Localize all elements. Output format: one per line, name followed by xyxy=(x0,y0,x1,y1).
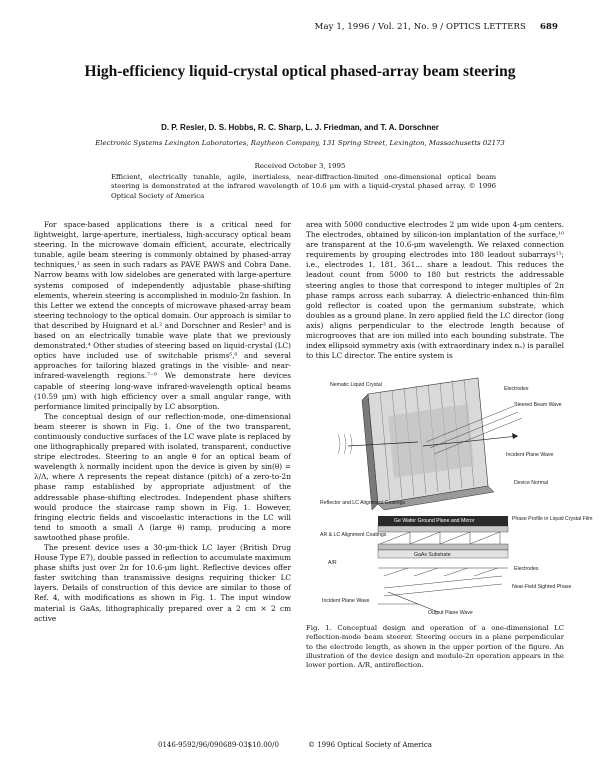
left-column xyxy=(34,220,291,624)
label-phase-profile: Phase Profile in Liquid Crystal Film xyxy=(512,516,593,522)
device-perspective xyxy=(338,378,522,510)
label-output-wave: Output Plane Wave xyxy=(428,610,473,616)
running-header xyxy=(0,22,558,32)
figure-caption: Fig. 1. Conceptual design and operation of a one-dimensional LC reflection-mode beam steerer. Steering occurs in a plane perpendicular to the electrode length, as shown in the upper portion of the figure. An illustration of the device design and modulo-2π operation appears in the lower portion. A/R, antireflection. xyxy=(306,624,564,670)
label-near-field: Near-Field Sighted Phase xyxy=(512,584,572,590)
running-head: May 1, 1996 / Vol. 21, No. 9 / OPTICS LETTERS xyxy=(314,22,526,32)
figure-1 xyxy=(318,376,593,616)
label-nematic-lc: Nematic Liquid Crystal xyxy=(330,382,382,388)
paragraph: The conceptual design of our reflection-mode, one-dimensional beam steerer is shown in Fig. 1. One of the two transparent, continuously conductive surfaces of the LC wave plate is replaced by one lithographically prepared with isolated, transparent, conductive stripe electrodes. Steering to an angle θ for an optical beam of wavelength λ normally incident upon the device is given by sin(θ) = λ/Λ, where Λ represents the repeat distance (pitch) of a zero-to-2π phase ramp established by appropriate adjustment of the addressable phase-shifting electrodes. Independent phase shifters would produce the staircase ramp shown in Fig. 1. However, fringing electric fields and viscoelastic interactions in the LC will tend to smooth a small Λ (large θ) ramp, producing a more sawtoothed phase profile. xyxy=(34,411,291,542)
label-electrodes-top: Electrodes xyxy=(504,386,529,392)
device-cross-section xyxy=(378,516,508,612)
article-code: 0146-9592/96/090689-03$10.00/0 xyxy=(158,741,279,749)
label-reflector: Reflector and LC Alignment Coatings xyxy=(320,500,406,506)
label-device-normal: Device Normal xyxy=(514,480,549,486)
label-incident-plane-wave: Incident Plane Wave xyxy=(506,452,554,458)
received-date: Received October 3, 1995 xyxy=(254,162,346,170)
paragraph: area with 5000 conductive electrodes 2 μm wide upon 4-μm centers. The electrodes, obtained by silicon-ion implantation of the surface,¹⁰ are transparent at the 10.6-μm wavelength. We relaxed connection requirements by grouping electrodes into 180 leadout subarrays¹¹; i.e., electrodes 1, 181, 361... share a leadout. This reduces the leadout count from 5000 to 180 but restricts the addressable steering angles to those that correspond to integer multiples of 2π phase ramps across each subarray. A dielectric-enhanced thin-film gold reflector is coated upon the germanium substrate, which doubles as a ground plane. In zero applied field the LC director (long axis) aligns perpendicular to the electrode length because of microgrooves that are ion milled into each bounding substrate. The index ellipsoid symmetry axis (with extraordinary index nₑ) is parallel to this LC director. The entire system is xyxy=(306,220,564,361)
paper-title: High-efficiency liquid-crystal optical phased-array beam steering xyxy=(84,63,516,80)
paragraph: The present device uses a 30-μm-thick LC layer (British Drug House Type E7), double passed in reflection to accumulate maximum phase shifts just over 2π for 10.6-μm light. Reflective devices offer faster switching than transmissive designs requiring thicker LC layers. Details of construction of this device are similar to those of Ref. 4, with modifications as shown in Fig. 1. The input window material is GaAs, lithographically prepared over a 2 cm × 2 cm active xyxy=(34,543,291,623)
paragraph: For space-based applications there is a critical need for lightweight, large-aperture, inertialess, high-accuracy optical beam steering. In the microwave domain efficient, accurate, electrically tunable, agile beam steering is commonly obtained by phased-array techniques,¹ as seen in such radars as PAVE PAWS and Cobra Dane. Narrow beams with low sidelobes are generated with large-aperture systems composed of independently adjustable phase-shifting elements, wherein steering is accomplished in modulo-2π fashion. In this Letter we extend the concepts of microwave phased-array beam steering technology to the optical domain. Our approach is similar to that described by Huignard et al.² and Dorschner and Resler³ and is based on an electrically tunable wave plate that we previously demonstrated.⁴ Other studies of steering based on liquid-crystal (LC) optics have included use of switchable prisms⁵,⁶ and several approaches for tailoring blazed gratings in the visible- and near-infrared-wavelength regions.⁷⁻⁹ We demonstrate here devices capable of steering long-wave infrared-wavelength optical beams (10.59 μm) with high efficiency over a small angular range, with performance limited principally by LC absorption. xyxy=(34,220,291,411)
label-ground-plane: Ge Wafer Ground Plane and Mirror xyxy=(394,518,475,524)
author-list: D. P. Resler, D. S. Hobbs, R. C. Sharp, L. J. Friedman, and T. A. Dorschner xyxy=(161,123,439,132)
affiliation: Electronic Systems Lexington Laboratories, Raytheon Company, 131 Spring Street, Lexington, Massachusetts 02173 xyxy=(95,139,505,147)
label-incident-bottom: Incident Plane Wave xyxy=(322,598,370,604)
label-electrodes-bottom: Electrodes xyxy=(514,566,539,572)
label-ar-alignment: AR & LC Alignment Coatings xyxy=(320,532,387,538)
page-number: 689 xyxy=(539,22,558,32)
label-steered-beam: Steered Beam Wave xyxy=(514,402,562,408)
abstract: Efficient, electrically tunable, agile, inertialess, near-diffraction-limited one-dimensional optical beam steering is demonstrated at the infrared wavelength of 10.6 μm with a liquid-crystal phased array. © 1996 Optical Society of America xyxy=(111,173,496,200)
copyright: © 1996 Optical Society of America xyxy=(308,741,432,749)
label-ar: A/R xyxy=(328,560,337,566)
figure-1-illustration xyxy=(318,376,593,616)
right-column xyxy=(306,220,564,361)
label-gaas-substrate: GaAs Substrate xyxy=(414,552,451,558)
